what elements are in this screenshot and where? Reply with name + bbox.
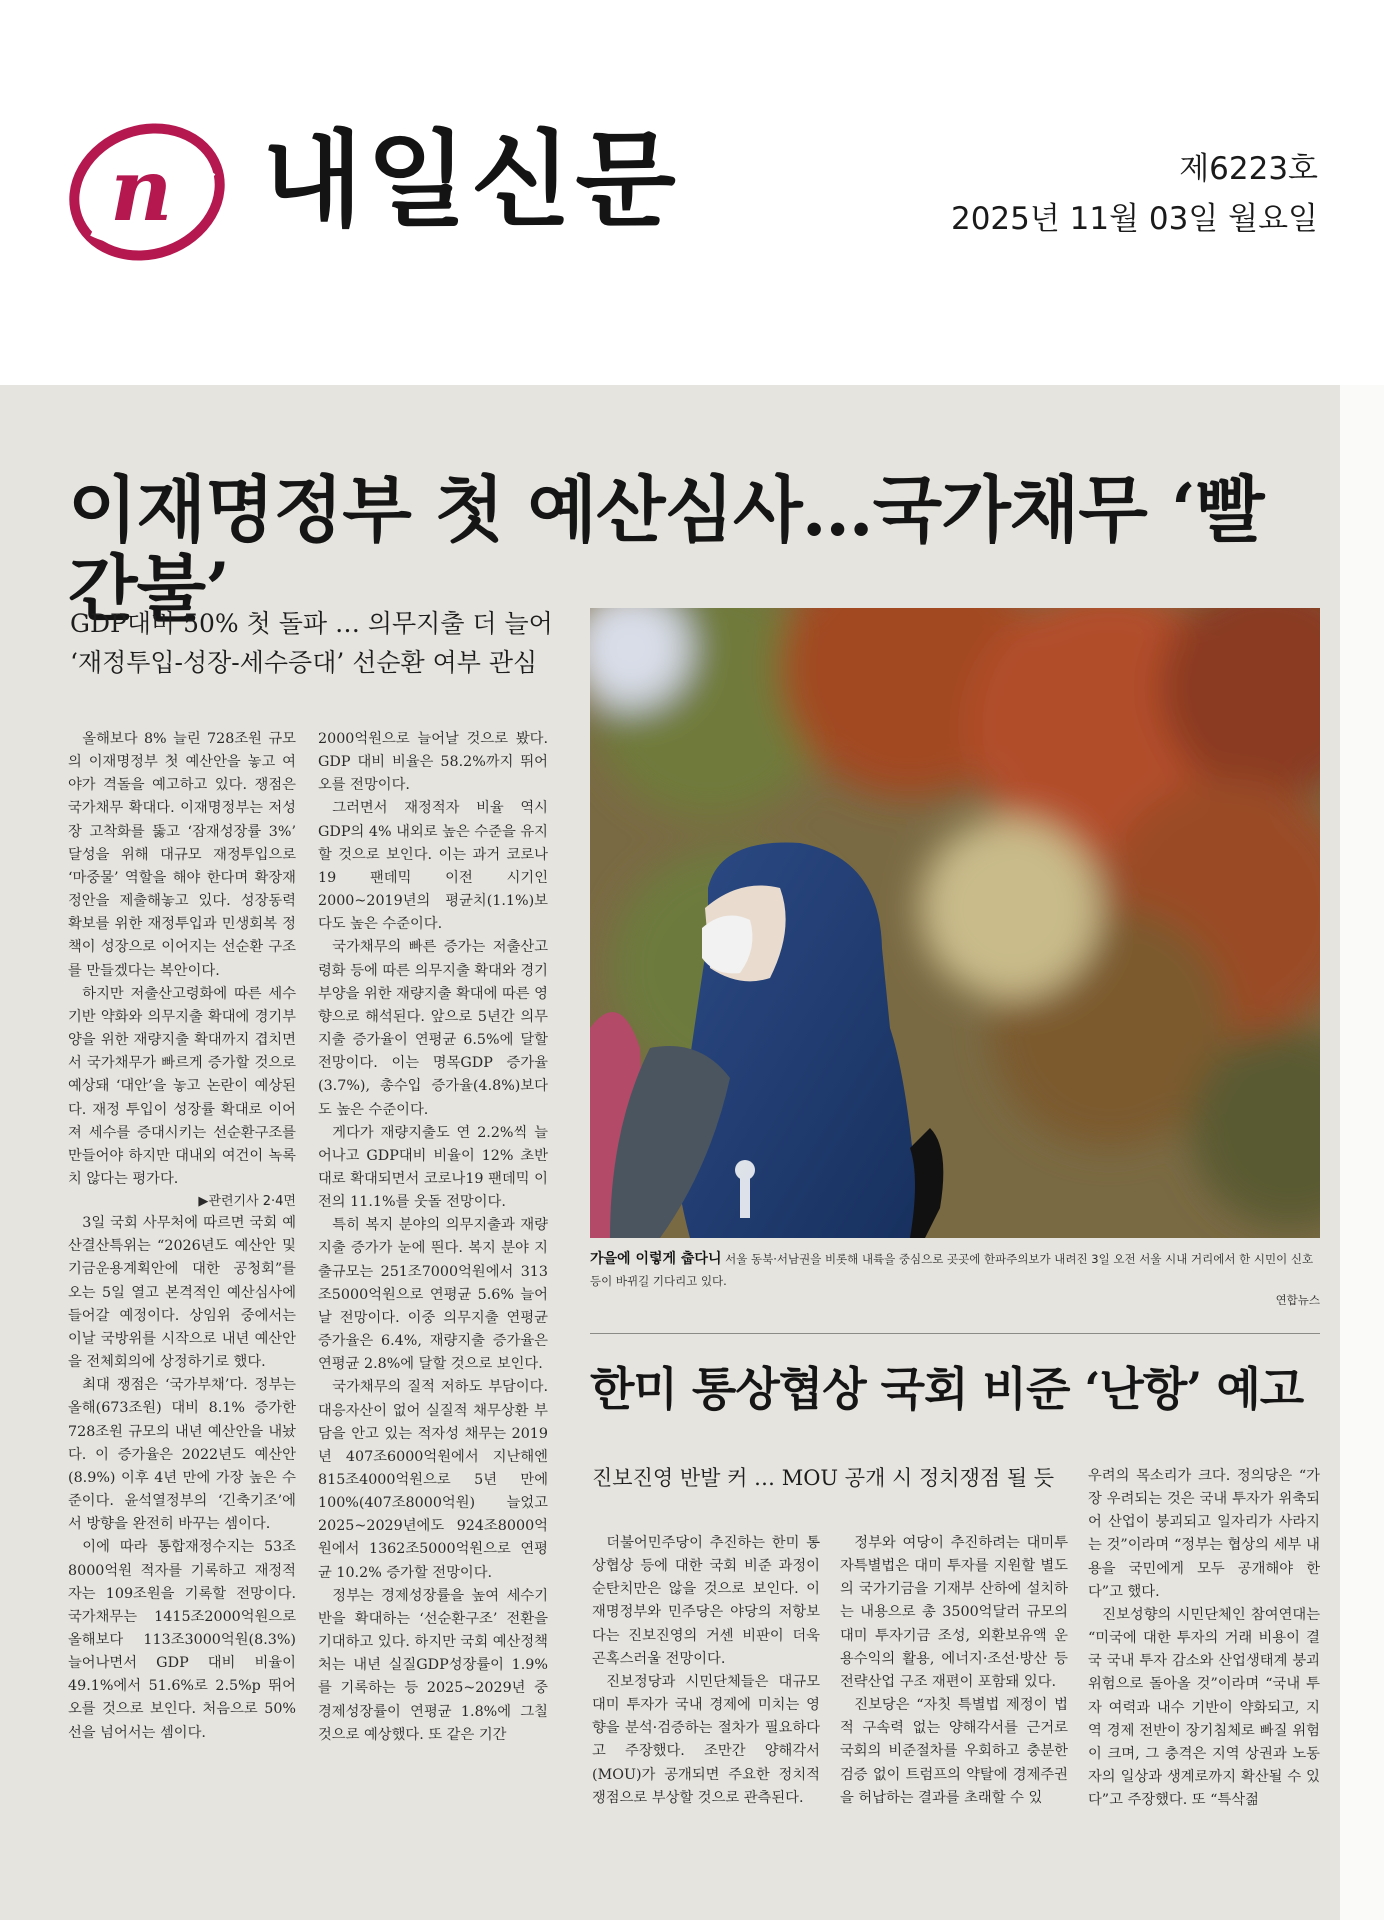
lead-column-1 — [68, 728, 296, 1745]
related-article-ref: ▶관련기사 2·4면 — [198, 1194, 296, 1210]
paragraph: 게다가 재량지출도 연 2.2%씩 늘어나고 GDP대비 비율이 12% 초반대로 확대되면서 코로나19 팬데믹 이전의 11.1%를 웃돌 전망이다. — [318, 1124, 548, 1211]
paragraph: 진보성향의 시민단체인 참여연대는 “미국에 대한 투자의 거래 비용이 결국 국내 투자 감소와 산업생태계 붕괴 위험으로 돌아올 것”이라며 “국내 투자 여력과 내수 기반이 약화되고, 지역 경제 전반이 장기침체로 빠질 위험이 크며, 그 충격은 지역 상권과 노동자의 일상과 생계로까지 확산될 수 있다”고 주장했다. 또 “특삭젊 — [1088, 1606, 1320, 1809]
paragraph: 더불어민주당이 추진하는 한미 통상협상 등에 대한 국회 비준 과정이 순탄치만은 않을 것으로 보인다. 이재명정부와 민주당은 야당의 저항보다는 진보진영의 거센 비판이 더욱 곤혹스러울 전망이다. — [592, 1535, 820, 1667]
second-column-2 — [840, 1532, 1068, 1822]
paragraph: 국가채무의 질적 저하도 부담이다. 대응자산이 없어 실질적 채무상환 부담을 안고 있는 적자성 채무는 2019년 407조6000억원에서 지난해엔 815조4000억원으로 5년 만에 100%(407조8000억원) 늘었고 2025~2029년에도 924조8000억원에서 1362조5000억원으로 연평균 10.2% 증가할 전망이다. — [318, 1379, 548, 1581]
photo-credit: 연합뉴스 — [1275, 1293, 1320, 1308]
issue-info — [951, 145, 1318, 244]
paragraph: 그러면서 재정적자 비율 역시 GDP의 4% 내외로 높은 수준을 유지할 것으로 보인다. 이는 과거 코로나19 팬데믹 이전 시기인 2000~2019년의 평균치(1.1%)보다도 높은 수준이다. — [318, 800, 548, 933]
second-subhead: 진보진영 반발 커 … MOU 공개 시 정치쟁점 될 듯 — [592, 1466, 1055, 1490]
paragraph: 정부는 경제성장률을 높여 세수기반을 확대하는 ‘선순환구조’ 전환을 기대하고 있다. 하지만 국회 예산정책처는 내년 실질GDP성장률이 1.9%를 기록하는 등 2025~2029년 중 경제성장률이 연평균 1.8%에 그칠 것으로 예상했다. 또 같은 기간 — [318, 1587, 548, 1743]
second-headline: 한미 통상협상 국회 비준 ‘난항’ 예고 — [590, 1362, 1304, 1416]
lead-column-2 — [318, 728, 548, 1747]
issue-number: 제6223호 — [1179, 151, 1318, 187]
news-photo — [590, 608, 1320, 1238]
paragraph: 정부와 여당이 추진하려는 대미투자특별법은 대미 투자를 지원할 별도의 국가기금을 기재부 산하에 설치하는 내용으로 총 3500억달러 규모의 대미 투자기금 조성, 외환보유액 운용수익의 활용, 에너지·조선·방산 등 전략산업 구조 재편이 포함돼 있다. — [840, 1535, 1068, 1690]
paragraph: 이에 따라 통합재정수지는 53조8000억원 적자를 기록하고 재정적자는 109조원을 기록할 전망이다. 국가채무는 1415조2000억원으로 올해보다 113조3000억원(8.3%) 늘어나면서 GDP 대비 비율이 49.1%에서 51.6%로 2.5%p 뛰어오를 것으로 보인다. 처음으로 50%선을 넘어서는 셈이다. — [68, 1539, 296, 1741]
paragraph: 최대 쟁점은 ‘국가부채’다. 정부는 올해(673조원) 대비 8.1% 증가한 728조원 규모의 내년 예산안을 내놨다. 이 증가율은 2022년도 예산안(8.9%) 이후 4년 만에 가장 높은 수준이다. 윤석열정부의 ‘긴축기조’에서 방향을 완전히 바꾸는 셈이다. — [68, 1377, 296, 1533]
paragraph: 특히 복지 분야의 의무지출과 재량지출 증가가 눈에 띈다. 복지 분야 지출규모는 251조7000억원에서 313조5000억원으로 연평균 5.6% 늘어날 전망이다. 이중 의무지출 연평균 증가율은 6.4%, 재량지출 증가율은 연평균 2.8%에 달할 것으로 보인다. — [318, 1217, 548, 1373]
section-divider — [590, 1333, 1320, 1334]
caption-title: 가을에 이렇게 춥다니 — [590, 1251, 722, 1267]
paragraph: 3일 국회 사무처에 따르면 국회 예산결산특위는 “2026년도 예산안 및 기금운용계획안에 대한 공청회”를 오는 5일 열고 본격적인 예산심사에 들어갈 예정이다. 상임위 중에서는 이날 국방위를 시작으로 내년 예산안을 전체회의에 상정하기로 했다. — [68, 1215, 296, 1371]
paragraph: 올해보다 8% 늘린 728조원 규모의 이재명정부 첫 예산안을 놓고 여야가 격돌을 예고하고 있다. 쟁점은 국가채무 확대다. 이재명정부는 저성장 고착화를 뚫고 ‘잠재성장률 3%’ 달성을 위해 대규모 재정투입으로 ‘마중물’ 역할을 해야 한다며 확장재정안을 제출해놓고 있다. 성장동력 확보를 위한 재정투입과 민생회복 정책이 성장으로 이어지는 선순환 구조를 만들겠다는 복안이다. — [68, 731, 296, 979]
caption-text: 서울 동북·서남권을 비롯해 내륙을 중심으로 곳곳에 한파주의보가 내려진 3일 오전 서울 시내 거리에서 한 시민이 신호등이 바뀌길 기다리고 있다. — [590, 1252, 1314, 1288]
paragraph: 국가채무의 빠른 증가는 저출산고령화 등에 따른 의무지출 확대와 경기부양을 위한 재량지출 확대에 따른 영향으로 해석된다. 앞으로 5년간 의무지출 증가율이 연평균 6.5%에 달할 전망이다. 이는 명목GDP 증가율(3.7%), 총수입 증가율(4.8%)보다도 높은 수준이다. — [318, 939, 548, 1118]
masthead — [0, 0, 1384, 385]
paragraph: 하지만 저출산고령화에 따른 세수기반 약화와 의무지출 확대에 경기부양을 위한 재량지출 확대까지 겹치면서 국가채무가 빠르게 증가할 것으로 예상돼 ‘대안’을 놓고 논란이 예상된다. 재정 투입이 성장률 확대로 이어져 세수를 증대시키는 선순환구조를 만들어야 하지만 대내외 여건이 녹록치 않다는 평가다. — [68, 985, 296, 1187]
photo-caption — [590, 1248, 1320, 1311]
lead-headline: 이재명정부 첫 예산심사…국가채무 ‘빨간불’ — [68, 467, 1264, 632]
paragraph: 2000억원으로 늘어날 것으로 봤다. GDP 대비 비율은 58.2%까지 뛰어 오를 전망이다. — [318, 731, 548, 794]
lead-subhead-line-2: ‘재정투입-성장-세수증대’ 선순환 여부 관심 — [70, 647, 538, 677]
issue-date: 2025년 11월 03일 월요일 — [950, 200, 1318, 237]
paragraph: 진보정당과 시민단체들은 대규모 대미 투자가 국내 경제에 미치는 영향을 분석·검증하는 절차가 필요하다고 주장했다. 조만간 양해각서(MOU)가 공개되면 주요한 정치적 쟁점으로 부상할 것으로 관측된다. — [592, 1673, 820, 1806]
paragraph: 우려의 목소리가 크다. 정의당은 “가장 우려되는 것은 국내 투자가 위축되어 산업이 붕괴되고 일자리가 사라지는 것”이라며 “정부는 협상의 세부 내용을 국민에게 모두 공개해야 한다”고 했다. — [1088, 1468, 1320, 1600]
lead-subhead — [70, 605, 590, 683]
second-column-1 — [592, 1532, 820, 1822]
second-column-3 — [1088, 1465, 1320, 1822]
paragraph: 진보당은 “자칫 특별법 제정이 법적 구속력 없는 양해각서를 근거로 국회의 비준절차를 우회하고 충분한 검증 없이 트럼프의 약탈에 경제주권을 허납하는 결과를 초래할 수 있 — [840, 1697, 1068, 1806]
newspaper-name: 내일신문 — [262, 119, 680, 241]
page-margin — [1340, 385, 1384, 1920]
svg-text:n: n — [110, 140, 173, 241]
newspaper-logo-icon — [62, 112, 232, 272]
lead-subhead-line-1: GDP대비 50% 첫 돌파 … 의무지출 더 늘어 — [70, 609, 553, 638]
